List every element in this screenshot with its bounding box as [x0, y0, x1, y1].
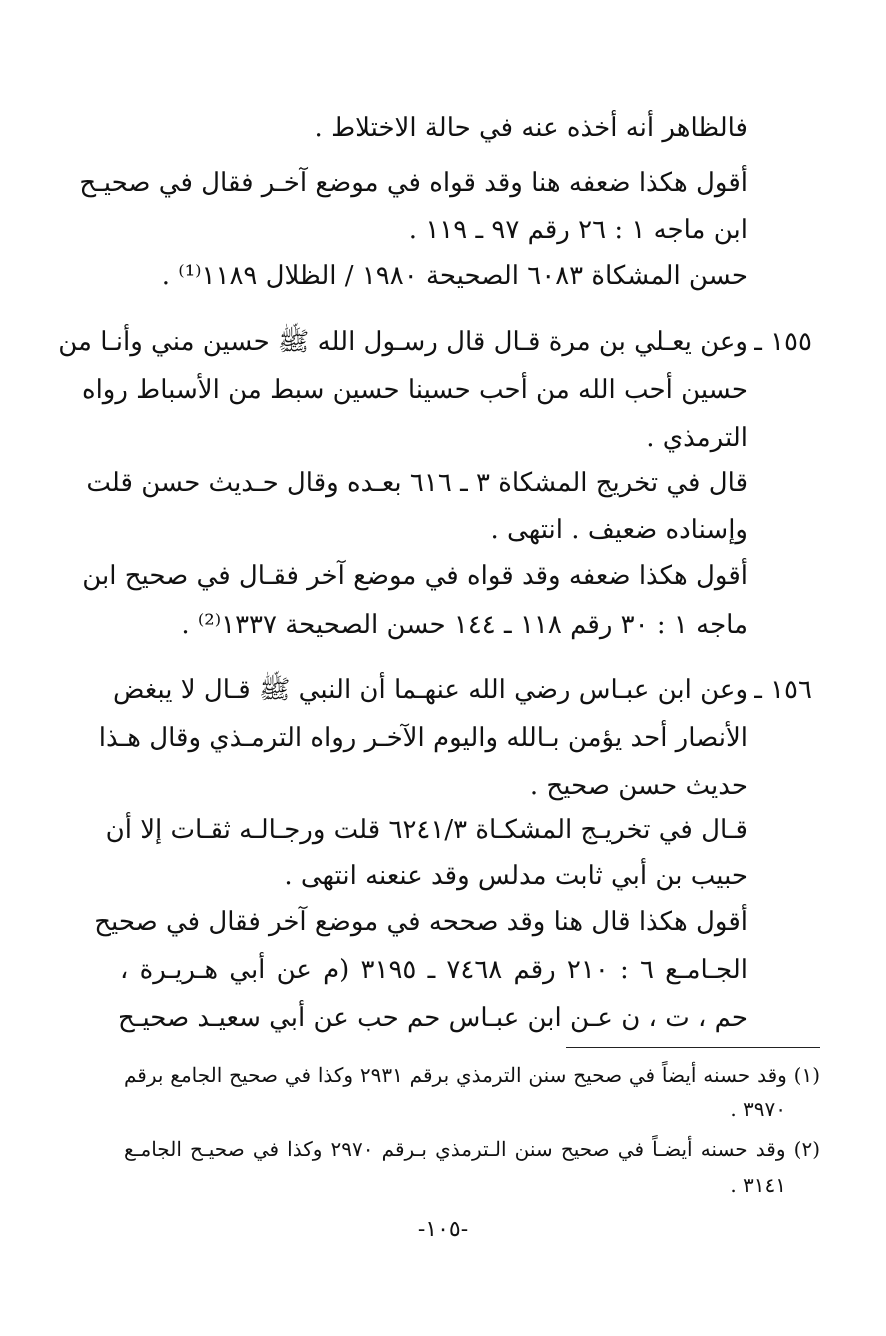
footnote-2: (٢) وقد حسنه أيضـاً في صحيح سنن الـترمذي بـرقم ٢٩٧٠ وكذا في صحيـح الجامـع [124, 1137, 820, 1161]
page-number: -١٠٥- [417, 1217, 469, 1242]
footnote-1: (١) وقد حسنه أيضاً في صحيح سنن الترمذي برقم ٢٩٣١ وكذا في صحيح الجامع برقم [124, 1063, 820, 1087]
text-line: ابن ماجه ١ : ٢٦ رقم ٩٧ ـ ١١٩ . [408, 215, 748, 245]
hadith-number: ١٥٥ ـ [754, 327, 812, 357]
text-line: حبيب بن أبي ثابت مدلس وقد عنعنه انتهى . [284, 861, 748, 891]
text-line: وإسناده ضعيف . انتهى . [490, 515, 748, 545]
text-line: قال في تخريج المشكاة ٣ ـ ٦١٦ بعـده وقال حـديث حسن قلت [86, 468, 748, 498]
footnote-1-continuation: ٣٩٧٠ . [730, 1097, 786, 1121]
text-line: أقول هكذا قال هنا وقد صححه في موضع آخر فقال في صحيح [94, 907, 748, 937]
hadith-number: ١٥٦ ـ [754, 675, 812, 705]
text-line: وعن يعـلي بن مرة قـال قال رسـول الله ﷺ حسين مني وأنـا من [58, 327, 748, 357]
text-line: حسن المشكاة ٦٠٨٣ الصحيحة ١٩٨٠ / الظلال ١١٨٩⁽¹⁾ . [161, 261, 748, 291]
text-line: قـال في تخريـج المشكـاة ٦٢٤١/٣ قلت ورجـالـه ثقـات إلا أن [105, 815, 748, 845]
text-line: الأنصار أحد يؤمن بـالله واليوم الآخـر رواه الترمـذي وقال هـذا [98, 723, 748, 753]
footnote-separator [566, 1047, 820, 1048]
text-line: الجـامـع ٦ : ٢١٠ رقم ٧٤٦٨ ـ ٣١٩٥ (م عن أبي هـريـرة ، [120, 955, 748, 985]
text-line: فالظاهر أنه أخذه عنه في حالة الاختلاط . [314, 113, 748, 143]
footnote-2-continuation: ٣١٤١ . [730, 1173, 786, 1197]
text-line: أقول هكذا ضعفه هنا وقد قواه في موضع آخـر فقال في صحيـح [79, 168, 748, 198]
text-line: وعن ابن عبـاس رضي الله عنهـما أن النبي ﷺ قـال لا يبغض [113, 675, 748, 705]
text-line: حسين أحب الله من أحب حسينا حسين سبط من الأسباط رواه [81, 375, 748, 405]
text-line: ماجه ١ : ٣٠ رقم ١١٨ ـ ١٤٤ حسن الصحيحة ١٣٣٧⁽²⁾ . [181, 610, 748, 640]
text-line: أقول هكذا ضعفه وقد قواه في موضع آخر فقـال في صحيح ابن [82, 561, 748, 591]
text-line: الترمذي . [646, 423, 748, 453]
text-line: حديث حسن صحيح . [529, 771, 748, 801]
text-line: حم ، ت ، ن عـن ابن عبـاس حم حب عن أبي سعيـد صحيـح [118, 1003, 748, 1033]
